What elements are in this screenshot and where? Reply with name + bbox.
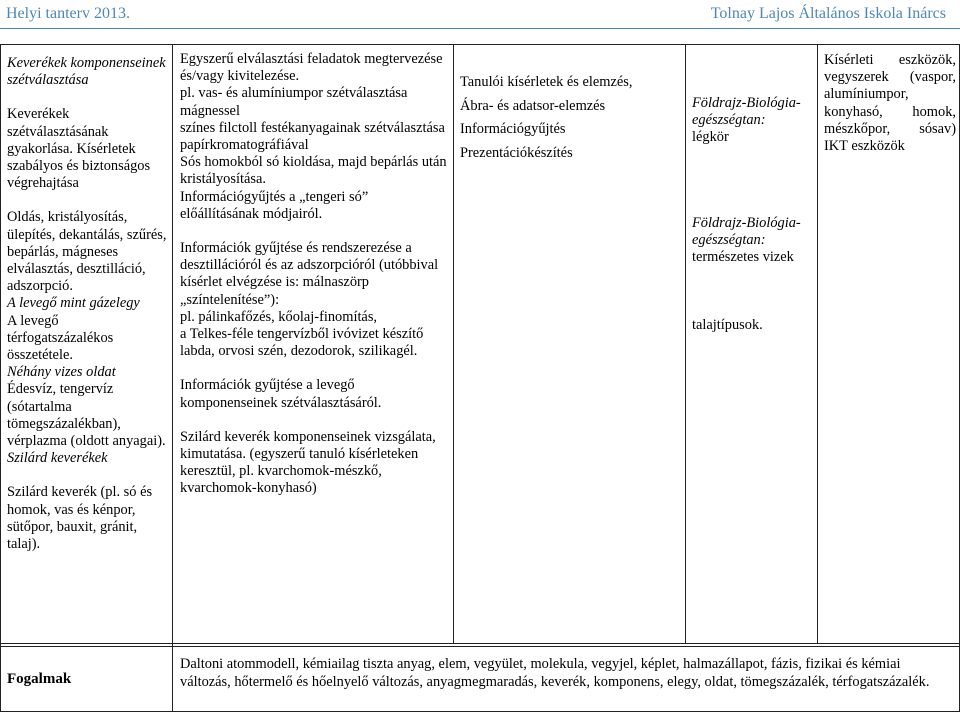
connection-topic-2: természetes vizek: [692, 249, 794, 266]
activity-text: pl. vas- és alumíniumpor szétválasztása mágnessel: [180, 85, 408, 119]
topic-text: Oldás, kristályosítás, ülepítés, dekantálás, szűrés, bepárlás, mágneses elválasztás, desztilláció, adszorpció.: [7, 209, 167, 295]
method-item: Tanulói kísérletek és elemzés,: [460, 74, 633, 90]
method-item: Ábra- és adatsor-elemzés: [460, 97, 606, 114]
activity-text: Sós homokból só kioldása, majd bepárlás után kristályosítása.: [180, 154, 447, 188]
activity-text: Információgyűjtés a „tengeri só” előállításának módjairól.: [180, 188, 369, 222]
fogalmak-label: Fogalmak: [7, 671, 72, 687]
activity-text: Egyszerű elválasztási feladatok megtervezése és/vagy kivitelezése.: [180, 51, 443, 85]
fogalmak-text: Daltoni atommodell, kémiailag tiszta anyag, elem, vegyület, molekula, vegyjel, képlet, halmazállapot, fázis, fizikai és kémiai változás, hőtermelő és hőelnyelő változás, anyagmegmaradás, keverék, komponens, elegy, oldat, tömegszázalék, térfogatszázalék.: [180, 656, 930, 690]
page-header: [0, 0, 960, 26]
connection-subject-2: Földrajz-Biológia-egészségtan:: [692, 214, 801, 248]
activity-text: a Telkes-féle tengervízből ivóvizet készítő labda, orvosi szén, dezodorok, szilikagél.: [180, 326, 424, 360]
connections-column: [692, 95, 812, 334]
activity-text: Információk gyűjtése és rendszerezése a desztillációról és az adszorpcióról (utóbbival kísérlet elvégzése is: málnaszörp „színtelenítése”):: [180, 240, 439, 308]
header-curriculum: Helyi tanterv 2013.: [6, 5, 130, 22]
topic-text: Keverékek szétválasztásának gyakorlása. Kísérletek szabályos és biztonságos végrehajtása: [7, 106, 151, 192]
header-rule: [0, 28, 960, 29]
activities-column: [180, 51, 448, 498]
activity-text: pl. pálinkafőzés, kőolaj-finomítás,: [180, 308, 378, 325]
activity-text: Információk gyűjtése a levegő komponenseinek szétválasztásáról.: [180, 377, 382, 411]
connection-topic-3: talajtípusok.: [692, 317, 763, 334]
topic-text: Szilárd keverékek: [7, 450, 108, 467]
topic-text: A levegő térfogatszázalékos összetétele.: [7, 312, 114, 364]
topic-text: Keverékek komponenseinek szétválasztása: [7, 55, 166, 89]
topic-text: Néhány vizes oldat: [7, 364, 116, 381]
topic-text: Szilárd keverék (pl. só és homok, vas és kénpor, sütőpor, bauxit, gránit, talaj).: [7, 484, 153, 553]
topic-text: Édesvíz, tengervíz (sótartalma tömegszázalékban), vérplazma (oldott anyagai).: [7, 381, 166, 450]
activity-text: Szilárd keverék komponenseinek vizsgálata, kimutatása. (egyszerű tanuló kísérleteken keresztül, pl. kvarchomok-mészkő, kvarchomok-konyhasó): [180, 428, 436, 497]
connection-subject-1: Földrajz-Biológia-egészségtan:: [692, 95, 801, 129]
equipment-column: Kísérleti eszközök, vegyszerek (vaspor, alumíniumpor, konyhasó, homok, mészkőpor, sósav) IKT eszközök: [824, 52, 956, 155]
topics-column: [7, 55, 167, 553]
methods-column: [460, 71, 680, 165]
activity-text: színes filctoll festékanyagainak szétválasztása papírkromatográfiával: [180, 119, 445, 154]
connection-topic-1: légkör: [692, 129, 729, 146]
topic-text: A levegő mint gázelegy: [7, 295, 140, 312]
method-item: Prezentációkészítés: [460, 144, 573, 161]
header-school: Tolnay Lajos Általános Iskola Inárcs: [710, 5, 946, 22]
method-item: Információgyűjtés: [460, 121, 566, 137]
